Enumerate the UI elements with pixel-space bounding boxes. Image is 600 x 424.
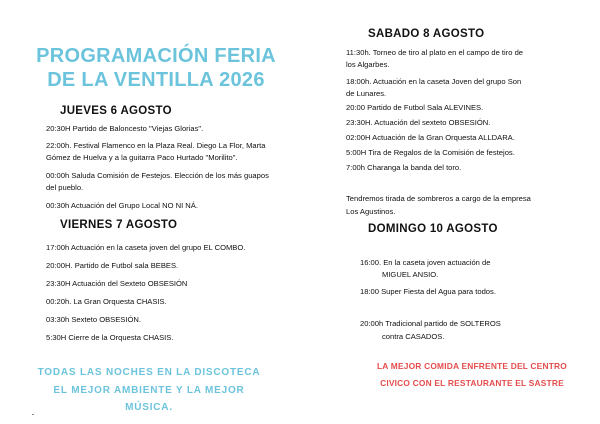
promo-discoteca [30,364,268,417]
domingo-heading: DOMINGO 10 AGOSTO [368,223,498,235]
event-line: 00:00h Saluda Comisión de Festejos. Elección de los más guapos [46,171,269,180]
event-line: 00:30h Actuación del Grupo Local NO NI NÁ. [46,201,198,210]
event-line: 18:00 Super Fiesta del Agua para todos. [360,287,496,296]
event-line: 23:30H. Actuación del sexteto OBSESIÓN. [346,118,491,127]
event-line: del pueblo. [46,183,84,192]
event-line: 11:30h. Torneo de tiro al plato en el campo de tiro de [346,48,524,57]
title-line-2: DE LA VENTILLA 2026 [47,69,265,91]
event-line: 03:30h Sexteto OBSESIÓN. [46,315,141,324]
jueves-heading: JUEVES 6 AGOSTO [60,105,172,117]
event-line: 22:00h. Festival Flamenco en la Plaza Real. Diego La Flor, Marta [46,141,266,150]
event-line: 5:00H Tira de Regalos de la Comisión de festejos. [346,148,515,157]
event-line: 17:00h Actuación en la caseta joven del grupo EL COMBO. [46,243,246,252]
event-line: 18:00h. Actuación en la caseta Joven del grupo Son [346,77,522,86]
promo-line: EL MEJOR AMBIENTE Y LA MEJOR [53,384,245,396]
event-line: MIGUEL ANSIO. [382,270,439,279]
promo-line: CIVICO CON EL RESTAURANTE EL SASTRE [380,378,564,388]
event-line: 20:00h Tradicional partido de SOLTEROS [360,319,501,328]
event-line: 20:00 Partido de Futbol Sala ALEVINES. [346,103,484,112]
title-line-1: PROGRAMACIÓN FERIA [36,45,276,67]
event-line: 23:30H Actuación del Sexteto OBSESIÓN [46,279,188,288]
event-line: Gómez de Huelva y a la guitarra Paco Hurtado "Morilito". [46,153,238,162]
event-line: contra CASADOS. [382,332,445,341]
note-line: Los Agustinos. [346,207,396,216]
event-line: 20:30H Partido de Baloncesto "Viejas Glorias". [46,124,204,133]
event-line: 20:00H. Partido de Futbol sala BEBES. [46,261,179,270]
page-title [36,44,276,92]
page-mark [32,414,34,415]
viernes-heading: VIERNES 7 AGOSTO [60,219,178,231]
promo-line: LA MEJOR COMIDA ENFRENTE DEL CENTRO [376,361,567,371]
event-line: 02:00H Actuación de la Gran Orquesta ALLDARA. [346,133,515,142]
event-line: de Lunares. [346,89,387,98]
event-line: 5:30H Cierre de la Orquesta CHASIS. [46,333,174,342]
event-line: 00:20h. La Gran Orquesta CHASIS. [46,297,167,306]
event-line: 7:00h Charanga la banda del toro. [346,163,462,172]
promo-line: TODAS LAS NOCHES EN LA DISCOTECA [37,367,261,378]
promo-line: MÚSICA. [125,402,173,413]
event-line: 16:00. En la caseta joven actuación de [360,258,491,267]
sabado-heading: SABADO 8 AGOSTO [368,28,485,40]
note-line: Tendremos tirada de sombreros a cargo de la empresa [346,194,531,203]
event-line: los Algarbes. [346,60,390,69]
promo-restaurante [370,358,574,392]
